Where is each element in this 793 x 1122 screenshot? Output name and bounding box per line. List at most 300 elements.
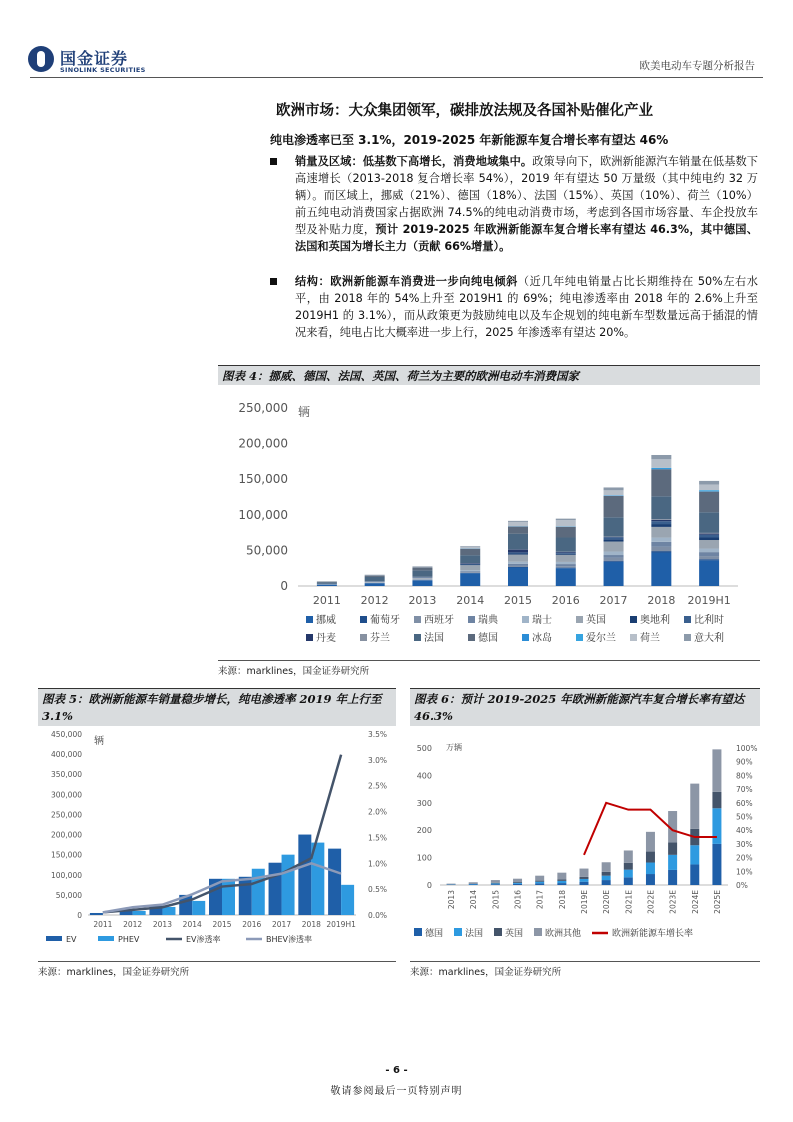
- legend-swatch: [414, 928, 422, 936]
- bar-segment: [556, 566, 576, 567]
- x-tick-label: 2025E: [712, 890, 722, 914]
- x-tick-label: 2016: [513, 890, 523, 910]
- bar: [328, 849, 341, 915]
- bar-segment: [624, 877, 633, 885]
- bar-segment: [580, 879, 589, 882]
- bar-segment: [535, 876, 544, 881]
- bar-segment: [508, 567, 528, 586]
- figure4-caption: 图表 4：挪威、德国、法国、英国、荷兰为主要的欧洲电动车消费国家: [218, 365, 760, 385]
- bar-segment: [412, 578, 432, 579]
- y-tick-label: 0: [426, 881, 432, 890]
- header-divider: [30, 77, 763, 78]
- bar-segment: [508, 553, 528, 554]
- bar-segment: [690, 864, 699, 885]
- y2-tick-label: 10%: [736, 867, 753, 877]
- bar-segment: [602, 876, 611, 880]
- x-tick-label: 2017: [272, 920, 292, 929]
- legend-swatch: [630, 634, 637, 641]
- y-tick-label: 200,000: [238, 436, 288, 451]
- bar-segment: [604, 496, 624, 517]
- bar-segment: [699, 492, 719, 513]
- legend-swatch: [522, 616, 529, 623]
- bar-segment: [508, 552, 528, 553]
- bar-segment: [604, 537, 624, 539]
- bar: [282, 855, 295, 915]
- bullet-tail: 预计 2019-2025 年欧洲新能源车复合增长率有望达 46.3%，其中德国、法国和英国为增长主力（贡献 66%增量）。: [295, 223, 758, 253]
- bar-segment: [602, 872, 611, 876]
- y2-tick-label: 0.0%: [368, 911, 388, 920]
- bar-segment: [712, 844, 721, 885]
- legend-label: EV: [66, 935, 77, 944]
- bar-segment: [365, 575, 385, 576]
- figure6-source: 来源：marklines，国金证券研究所: [410, 967, 562, 978]
- bar-segment: [646, 852, 655, 863]
- bullet-structure: [270, 273, 758, 341]
- bar-segment: [447, 884, 456, 885]
- legend-label: 德国: [425, 929, 444, 939]
- x-tick-label: 2013: [447, 890, 457, 910]
- x-tick-label: 2021E: [624, 890, 634, 914]
- bar-segment: [317, 582, 337, 583]
- legend-label: 葡萄牙: [370, 615, 400, 626]
- x-tick-label: 2022E: [646, 890, 656, 914]
- report-title: 欧美电动车专题分析报告: [639, 60, 755, 72]
- legend-label: 荷兰: [640, 633, 660, 644]
- y-tick-label: 100,000: [238, 507, 288, 522]
- legend-label: 欧洲其他: [545, 929, 582, 939]
- logo-chinese-name: 国金证券: [60, 49, 129, 68]
- bar-segment: [412, 579, 432, 580]
- legend-label: 奥地利: [640, 615, 670, 626]
- y2-tick-label: 100%: [736, 744, 758, 753]
- bar-segment: [557, 883, 566, 885]
- bar-segment: [460, 546, 480, 548]
- bar-segment: [651, 469, 671, 470]
- figure4-source: 来源：marklines，国金证券研究所: [218, 666, 370, 677]
- bar-segment: [580, 877, 589, 879]
- x-tick-label: 2015: [504, 594, 532, 607]
- bar-segment: [651, 468, 671, 469]
- y2-tick-label: 60%: [736, 798, 753, 808]
- bar-segment: [535, 882, 544, 884]
- bar-segment: [712, 808, 721, 844]
- figure6-forecast-chart: [410, 728, 760, 956]
- y-tick-label: 500: [416, 744, 432, 753]
- y-tick-label: 400: [416, 771, 432, 781]
- legend-swatch: [414, 634, 421, 641]
- bar-segment: [556, 562, 576, 564]
- bar: [162, 907, 175, 915]
- bar-segment: [651, 469, 671, 496]
- y2-tick-label: 80%: [736, 771, 753, 781]
- bullet-body: （近几年纯电销量占比长期维持在 50%左右水平，由 2018 年的 54%上升至 2019H1 的 69%；纯电渗透率由 2018 年的 2.6%上升至 2019H1 的 3.1%），而从政策更为鼓励纯电以及车企规划的纯电新车型数量远高于插混的情况来看，纯电占比大概率进一步上行，2025 年渗透率有望达 20%。: [295, 275, 758, 339]
- x-tick-label: 2024E: [690, 890, 700, 914]
- bar-segment: [508, 534, 528, 550]
- bar-segment: [535, 881, 544, 882]
- bar: [239, 877, 252, 915]
- bar-segment: [604, 542, 624, 552]
- bar-segment: [556, 538, 576, 552]
- y2-tick-label: 90%: [736, 757, 753, 767]
- bar-segment: [624, 850, 633, 862]
- legend-label: 德国: [478, 633, 498, 644]
- bar-segment: [624, 863, 633, 870]
- y-tick-label: 100: [416, 853, 432, 863]
- bar-segment: [460, 555, 480, 563]
- bar-segment: [469, 882, 478, 883]
- bar-segment: [699, 481, 719, 485]
- x-tick-label: 2019H1: [687, 594, 731, 607]
- legend-swatch: [468, 616, 475, 623]
- x-tick-label: 2014: [182, 920, 202, 929]
- bar-segment: [460, 563, 480, 564]
- legend-swatch: [534, 928, 542, 936]
- bar-segment: [651, 496, 671, 519]
- bar-segment: [699, 535, 719, 538]
- bullet-lead: 销量及区域：低基数下高增长，消费地域集中。: [295, 155, 533, 168]
- x-tick-label: 2011: [93, 920, 113, 929]
- bar-segment: [513, 879, 522, 882]
- legend-swatch: [306, 634, 313, 641]
- y-tick-label: 50,000: [55, 890, 82, 900]
- bar-segment: [651, 459, 671, 468]
- bar-segment: [556, 519, 576, 520]
- bar-segment: [460, 572, 480, 573]
- bar-segment: [668, 843, 677, 855]
- bar-segment: [651, 553, 671, 586]
- bar-segment: [513, 883, 522, 884]
- legend-label: 意大利: [694, 633, 724, 644]
- bar-segment: [460, 549, 480, 555]
- bar-segment: [699, 484, 719, 490]
- figure6-caption: 图表 6：预计 2019-2025 年欧洲新能源汽车复合增长率有望达 46.3%: [410, 688, 760, 726]
- bar-segment: [651, 547, 671, 551]
- figure5-bar-line-chart: [38, 728, 396, 956]
- y-unit-label: 辆: [298, 405, 311, 419]
- bar-segment: [508, 522, 528, 526]
- bar-segment: [604, 551, 624, 555]
- legend-label: 英国: [505, 929, 524, 939]
- bar-segment: [602, 880, 611, 885]
- legend-swatch: [494, 928, 502, 936]
- bar-segment: [604, 487, 624, 490]
- bar: [192, 901, 205, 915]
- legend-swatch: [306, 616, 313, 623]
- bar-segment: [699, 556, 719, 559]
- bar-segment: [690, 845, 699, 864]
- bar-segment: [460, 573, 480, 586]
- bar-segment: [508, 550, 528, 553]
- legend-swatch: [630, 616, 637, 623]
- legend-label: 丹麦: [316, 633, 336, 644]
- bar-segment: [668, 870, 677, 885]
- y-tick-label: 0: [77, 911, 82, 920]
- x-tick-label: 2023E: [668, 890, 678, 914]
- bar-segment: [469, 884, 478, 885]
- page-number: - 6 -: [385, 1065, 408, 1076]
- bar-segment: [651, 521, 671, 524]
- bar-segment: [317, 585, 337, 586]
- disclaimer-note: 敬请参阅最后一页特别声明: [330, 1086, 463, 1097]
- figure6-source-divider: [410, 961, 760, 962]
- bar-segment: [508, 562, 528, 564]
- y-unit-label: 万辆: [446, 743, 462, 752]
- bar-segment: [508, 564, 528, 566]
- y-tick-label: 350,000: [50, 770, 82, 780]
- bar-segment: [651, 527, 671, 538]
- bar-segment: [491, 880, 500, 883]
- figure5-source: 来源：marklines，国金证券研究所: [38, 967, 190, 978]
- legend-swatch: [360, 616, 367, 623]
- bar-segment: [556, 552, 576, 553]
- y-tick-label: 300: [416, 798, 432, 808]
- bar-segment: [556, 555, 576, 562]
- bar-segment: [412, 580, 432, 586]
- bar-segment: [580, 869, 589, 877]
- bar-segment: [460, 564, 480, 565]
- y2-tick-label: 40%: [736, 826, 753, 836]
- bar-segment: [699, 512, 719, 533]
- bar-segment: [556, 553, 576, 554]
- legend-label: 芬兰: [370, 633, 390, 644]
- bar-segment: [646, 874, 655, 885]
- x-tick-label: 2015: [212, 920, 232, 929]
- legend-swatch: [684, 616, 691, 623]
- legend-swatch: [576, 634, 583, 641]
- x-tick-label: 2014: [469, 890, 479, 910]
- sinolink-logo-icon: [28, 46, 54, 72]
- legend-swatch: [414, 616, 421, 623]
- bar-segment: [699, 552, 719, 556]
- bullet-lead: 结构：欧洲新能源车消费进一步向纯电倾斜: [295, 275, 518, 288]
- figure4-source-divider: [218, 660, 760, 661]
- legend-swatch: [684, 634, 691, 641]
- legend-label: 挪威: [316, 615, 336, 626]
- x-tick-label: 2015: [491, 890, 501, 910]
- bar-segment: [365, 582, 385, 583]
- x-tick-label: 2017: [535, 890, 545, 910]
- legend-label: 法国: [424, 633, 444, 644]
- bar-segment: [604, 555, 624, 558]
- bar-segment: [557, 881, 566, 883]
- y-tick-label: 400,000: [50, 750, 82, 760]
- bar-segment: [491, 883, 500, 884]
- bullet-square-icon: [270, 278, 277, 285]
- y-tick-label: 0: [280, 579, 288, 593]
- bar-segment: [690, 784, 699, 829]
- bar: [341, 885, 354, 915]
- bar-segment: [699, 560, 719, 586]
- x-tick-label: 2019H1: [326, 920, 356, 929]
- bar-segment: [557, 873, 566, 880]
- legend-swatch: [576, 616, 583, 623]
- legend-label: 西班牙: [424, 615, 454, 626]
- bar-segment: [460, 565, 480, 570]
- bar-segment: [556, 568, 576, 569]
- legend-label: 比利时: [694, 615, 724, 626]
- bar-segment: [460, 571, 480, 572]
- bar-segment: [556, 568, 576, 586]
- y-tick-label: 50,000: [246, 543, 288, 558]
- x-tick-label: 2016: [551, 594, 580, 607]
- x-tick-label: 2016: [242, 920, 262, 929]
- bar-segment: [460, 564, 480, 565]
- x-tick-label: 2017: [599, 594, 628, 607]
- y2-tick-label: 2.0%: [368, 807, 388, 817]
- figure5-caption: 图表 5：欧洲新能源车销量稳步增长，纯电渗透率 2019 年上行至 3.1%: [38, 688, 396, 726]
- bar-segment: [580, 882, 589, 885]
- legend-label: 瑞士: [532, 615, 552, 626]
- bar-segment: [712, 792, 721, 808]
- x-tick-label: 2018: [647, 594, 676, 607]
- y2-tick-label: 1.0%: [368, 859, 388, 869]
- bar-segment: [604, 558, 624, 561]
- bar-segment: [604, 517, 624, 536]
- y2-tick-label: 0.5%: [368, 885, 388, 895]
- legend-swatch: [454, 928, 462, 936]
- y2-tick-label: 0%: [736, 881, 748, 890]
- bar-segment: [651, 538, 671, 542]
- bar-segment: [508, 521, 528, 522]
- x-tick-label: 2018: [301, 920, 321, 929]
- bar-segment: [651, 542, 671, 547]
- bar-segment: [604, 539, 624, 541]
- bar-segment: [646, 863, 655, 875]
- bar-segment: [646, 832, 655, 852]
- y-tick-label: 200: [416, 826, 432, 836]
- legend-label: 冰岛: [532, 633, 552, 644]
- y2-tick-label: 50%: [736, 812, 753, 822]
- bar: [222, 879, 235, 915]
- bar-segment: [317, 582, 337, 583]
- legend-swatch: [468, 634, 475, 641]
- bar-segment: [699, 549, 719, 553]
- bar-segment: [651, 455, 671, 459]
- bar-segment: [699, 490, 719, 491]
- bar-segment: [513, 884, 522, 885]
- bar: [298, 835, 311, 915]
- bar: [90, 913, 103, 915]
- bar-segment: [412, 567, 432, 570]
- x-tick-label: 2018: [557, 890, 567, 910]
- x-tick-label: 2014: [456, 594, 485, 607]
- y-tick-label: 250,000: [50, 810, 82, 820]
- bar-segment: [651, 524, 671, 527]
- bar: [269, 863, 282, 915]
- y-tick-label: 100,000: [50, 870, 82, 880]
- bullet-square-icon: [270, 158, 277, 165]
- bar-segment: [651, 520, 671, 521]
- bar-segment: [508, 566, 528, 567]
- logo-english-name: SINOLINK SECURITIES: [60, 66, 146, 74]
- figure4-stacked-bar-chart: [218, 388, 760, 656]
- bar-segment: [699, 534, 719, 535]
- legend-swatch: [360, 634, 367, 641]
- y2-tick-label: 20%: [736, 853, 753, 863]
- x-tick-label: 2013: [152, 920, 172, 929]
- bar-segment: [508, 555, 528, 562]
- y-tick-label: 150,000: [50, 850, 82, 860]
- bar-segment: [556, 554, 576, 555]
- x-tick-label: 2012: [123, 920, 143, 929]
- bar-segment: [604, 562, 624, 586]
- legend-swatch: [522, 634, 529, 641]
- y2-tick-label: 3.5%: [368, 730, 388, 739]
- y-unit-label: 辆: [94, 736, 104, 747]
- bar-segment: [557, 880, 566, 881]
- bar-segment: [412, 570, 432, 576]
- bar-segment: [604, 490, 624, 495]
- bar-segment: [651, 551, 671, 552]
- bar-segment: [491, 884, 500, 885]
- bar-segment: [556, 520, 576, 526]
- bar-segment: [668, 855, 677, 870]
- figure5-source-divider: [38, 961, 396, 962]
- legend-label: EV渗透率: [186, 935, 221, 944]
- x-tick-label: 2020E: [602, 890, 612, 914]
- bar-segment: [508, 527, 528, 534]
- bar-segment: [712, 749, 721, 791]
- bar-segment: [491, 883, 500, 884]
- bar-segment: [460, 570, 480, 571]
- x-tick-label: 2013: [408, 594, 437, 607]
- bar-segment: [651, 519, 671, 520]
- y2-tick-label: 2.5%: [368, 781, 388, 791]
- bar-segment: [699, 538, 719, 540]
- bar-segment: [556, 564, 576, 566]
- legend-label: BHEV渗透率: [266, 935, 313, 944]
- legend-label: PHEV: [118, 935, 140, 944]
- y-tick-label: 300,000: [50, 790, 82, 800]
- bar-segment: [602, 862, 611, 872]
- y2-tick-label: 3.0%: [368, 755, 388, 765]
- legend-swatch: [98, 936, 114, 941]
- y-tick-label: 200,000: [50, 830, 82, 840]
- legend-label: 瑞典: [478, 615, 498, 626]
- bar-segment: [699, 540, 719, 549]
- bar: [133, 911, 146, 915]
- x-tick-label: 2011: [312, 594, 341, 607]
- x-tick-label: 2012: [360, 594, 389, 607]
- y2-tick-label: 1.5%: [368, 833, 388, 843]
- bullet-sales-region: [270, 153, 758, 255]
- y2-tick-label: 70%: [736, 785, 753, 795]
- bar-segment: [412, 566, 432, 567]
- bar-segment: [365, 583, 385, 586]
- bar-segment: [604, 561, 624, 562]
- bar-segment: [469, 884, 478, 885]
- legend-label: 法国: [465, 929, 484, 939]
- y-tick-label: 450,000: [50, 730, 82, 739]
- legend-label: 爱尔兰: [586, 633, 616, 644]
- bar-segment: [365, 576, 385, 577]
- bar-segment: [699, 533, 719, 534]
- y2-tick-label: 30%: [736, 839, 753, 849]
- bar-segment: [513, 882, 522, 883]
- section-title: 欧洲市场：大众集团领军，碳排放法规及各国补贴催化产业: [276, 102, 653, 119]
- legend-label: 英国: [586, 615, 606, 626]
- bar-segment: [535, 883, 544, 885]
- subheading: 纯电渗透率已至 3.1%，2019-2025 年新能源车复合增长率有望达 46%: [270, 133, 669, 147]
- legend-swatch: [46, 936, 62, 941]
- y-tick-label: 250,000: [238, 401, 288, 415]
- bar-segment: [699, 559, 719, 560]
- bar-segment: [556, 527, 576, 538]
- legend-label: 欧洲新能源车增长率: [612, 929, 694, 939]
- bullet-body: 政策导向下，欧洲新能源汽车销量在低基数下高速增长（2013-2018 复合增长率 54%），2019 年有望达 50 万量级（其中纯电约 32 万辆）。而区域上，挪威（21%）、德国（18%）、法国（15%）、英国（10%）、荷兰（10%）前五纯电动消费国家占据欧洲 74.5%的纯电动消费市场，考虑到各国市场容量、车企投放车型及补贴力度，: [295, 155, 758, 236]
- bar-segment: [365, 577, 385, 581]
- x-tick-label: 2019E: [580, 890, 589, 914]
